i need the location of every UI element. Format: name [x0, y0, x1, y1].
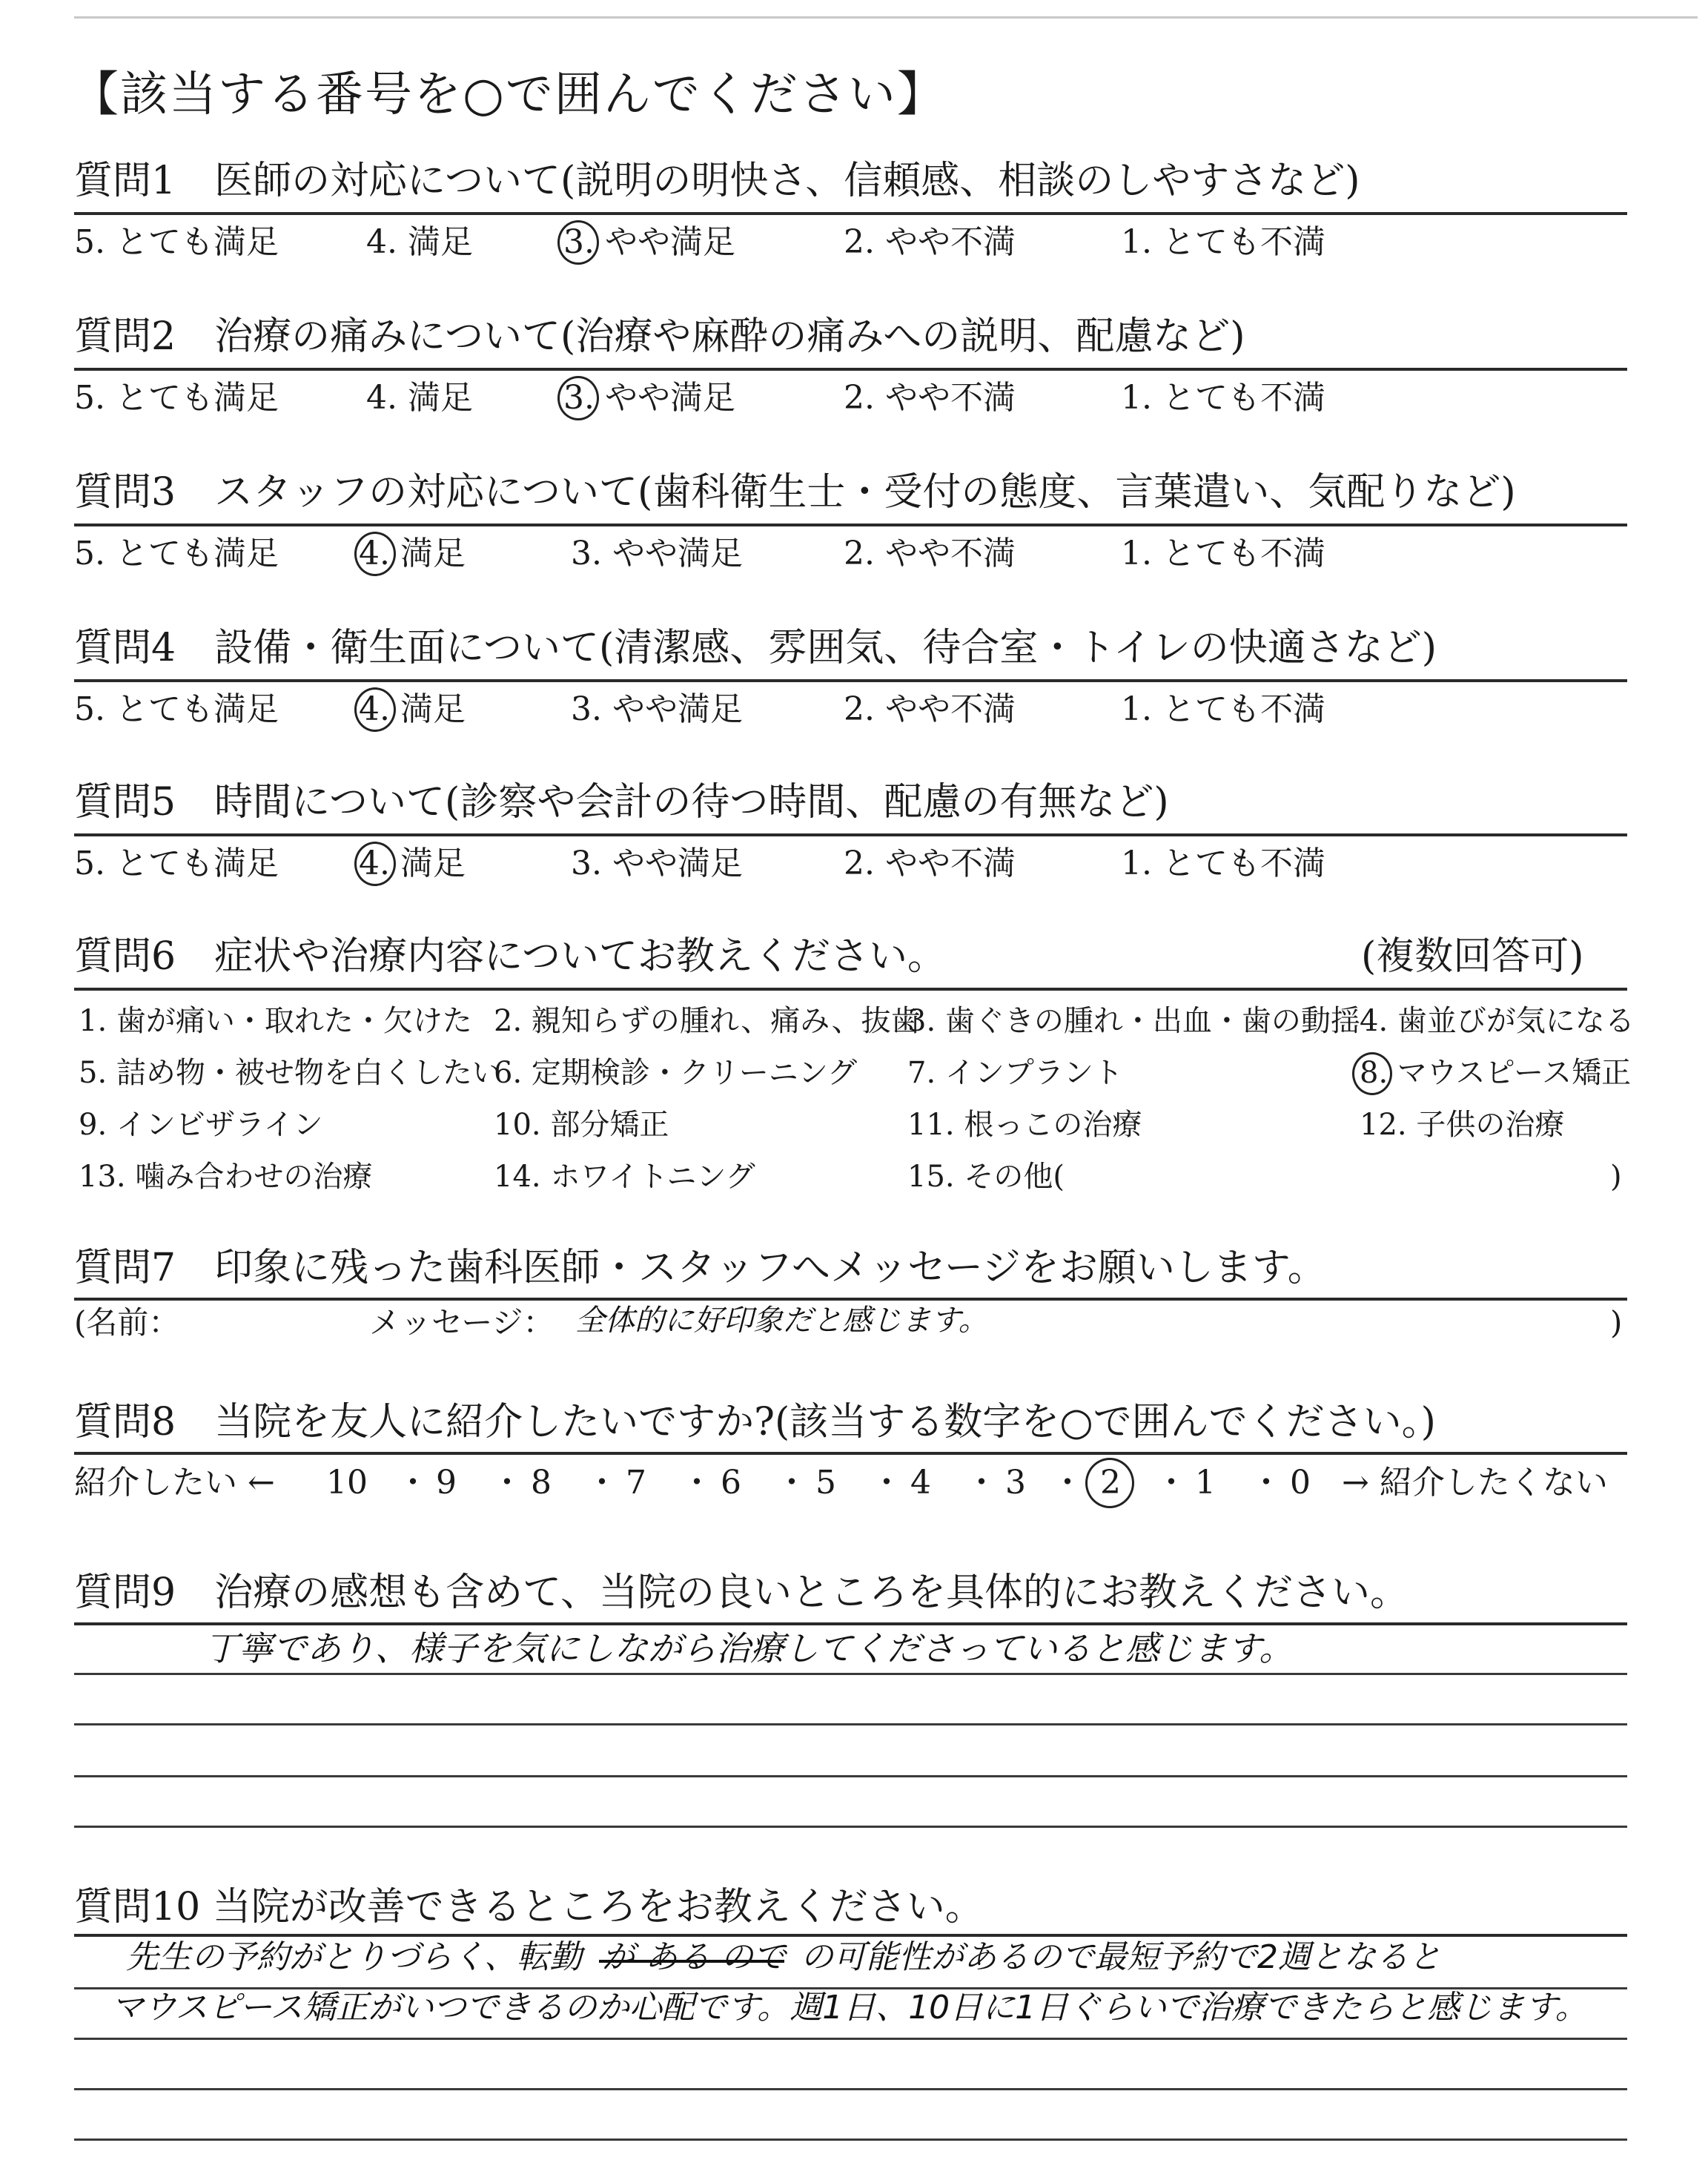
q5-option-3[interactable]: 3. やや満足: [571, 845, 743, 882]
q8-title: 質問8 当院を友人に紹介したいですか?(該当する数字を○で囲んでください。): [74, 1400, 1436, 1444]
q3-selection-circle: [354, 532, 396, 576]
q2-option-1[interactable]: 1. とても不満: [1121, 379, 1325, 417]
q2-rule: [74, 368, 1627, 371]
q10-answer-line: [74, 2038, 1627, 2040]
q9-answer-line: [74, 1723, 1627, 1725]
q8-dot: ・: [965, 1464, 998, 1502]
q7-message-label: メッセージ：: [369, 1304, 555, 1341]
q7-title: 質問7 印象に残った歯科医師・スタッフへメッセージをお願いします。: [74, 1246, 1326, 1290]
q6-item-2[interactable]: 2. 親知らずの腫れ、痛み、抜歯: [494, 1004, 921, 1038]
q1-option-1[interactable]: 1. とても不満: [1121, 223, 1325, 261]
q2-option-3[interactable]: 3. やや満足: [563, 379, 735, 417]
q6-rule: [74, 988, 1627, 991]
q4-option-1[interactable]: 1. とても不満: [1121, 690, 1325, 728]
q10-answer-line1-b[interactable]: の可能性があるので最短予約で2週となると: [801, 1938, 1441, 1976]
q7-rule: [74, 1298, 1627, 1301]
q10-answer-line1-a[interactable]: 先生の予約がとりづらく、転勤: [126, 1938, 583, 1976]
q6-item-10[interactable]: 10. 部分矯正: [494, 1108, 669, 1142]
q7-name-label: (名前：: [74, 1304, 180, 1341]
q8-dot: ・: [681, 1464, 713, 1502]
q8-dot: ・: [870, 1464, 903, 1502]
q8-scale-8[interactable]: 8: [531, 1464, 552, 1502]
q6-multiple-note: (複数回答可): [1361, 934, 1584, 979]
q10-strikethrough: [599, 1960, 784, 1963]
q9-answer-text[interactable]: 丁寧であり、様子を気にしながら治療してくださっていると感じます。: [205, 1628, 1294, 1668]
q8-scale-9[interactable]: 9: [436, 1464, 457, 1502]
q4-option-2[interactable]: 2. やや不満: [844, 690, 1016, 728]
q5-option-2[interactable]: 2. やや不満: [844, 845, 1016, 882]
q8-scale-4[interactable]: 4: [910, 1464, 931, 1502]
q6-other-close-paren: ): [1610, 1160, 1622, 1194]
q10-answer-line: [74, 2138, 1627, 2141]
q1-selection-circle: [557, 220, 599, 265]
q2-option-5[interactable]: 5. とても満足: [74, 379, 279, 417]
q9-rule: [74, 1622, 1627, 1625]
q6-item-7[interactable]: 7. インプラント: [907, 1056, 1123, 1090]
q3-option-5[interactable]: 5. とても満足: [74, 535, 279, 572]
q3-option-2[interactable]: 2. やや不満: [844, 535, 1016, 572]
q5-option-1[interactable]: 1. とても不満: [1121, 845, 1325, 882]
q6-selection-circle: [1352, 1052, 1392, 1095]
q8-scale-7[interactable]: 7: [626, 1464, 646, 1502]
q8-scale-3[interactable]: 3: [1005, 1464, 1026, 1502]
q9-answer-line: [74, 1826, 1627, 1828]
q6-title: 質問6 症状や治療内容についてお教えください。: [74, 934, 947, 979]
q6-item-12[interactable]: 12. 子供の治療: [1360, 1108, 1565, 1142]
q9-title: 質問9 治療の感想も含めて、当院の良いところを具体的にお教えください。: [74, 1571, 1409, 1615]
q4-option-3[interactable]: 3. やや満足: [571, 690, 743, 728]
q6-item-3[interactable]: 3. 歯ぐきの腫れ・出血・歯の動揺: [907, 1004, 1360, 1038]
q8-scale-10[interactable]: 10: [326, 1464, 368, 1502]
q3-option-3[interactable]: 3. やや満足: [571, 535, 743, 572]
top-border: [74, 16, 1698, 19]
q4-rule: [74, 679, 1627, 682]
q6-item-9[interactable]: 9. インビザライン: [79, 1108, 323, 1142]
q8-dot: ・: [775, 1464, 808, 1502]
q6-item-8[interactable]: 8. マウスピース矯正: [1360, 1056, 1632, 1090]
q8-scale-0[interactable]: 0: [1290, 1464, 1311, 1502]
q8-scale-5[interactable]: 5: [815, 1464, 836, 1502]
q4-option-4[interactable]: 4. 満足: [359, 690, 466, 728]
q6-item-5[interactable]: 5. 詰め物・被せ物を白くしたい: [79, 1056, 502, 1090]
q4-title: 質問4 設備・衛生面について(清潔感、雰囲気、待合室・トイレの快適さなど): [74, 626, 1437, 670]
q9-answer-line: [74, 1775, 1627, 1777]
q4-option-5[interactable]: 5. とても満足: [74, 690, 279, 728]
q10-rule: [74, 1934, 1627, 1937]
q9-answer-line: [74, 1673, 1627, 1675]
q6-item-15[interactable]: 15. その他(: [907, 1160, 1065, 1194]
q8-right-label: → 紹介したくない: [1342, 1464, 1608, 1502]
q2-option-4[interactable]: 4. 満足: [366, 379, 473, 417]
q3-option-4[interactable]: 4. 満足: [359, 535, 466, 572]
q8-rule: [74, 1452, 1627, 1455]
q8-dot: ・: [397, 1464, 429, 1502]
q5-selection-circle: [354, 842, 396, 886]
q5-option-4[interactable]: 4. 満足: [359, 845, 466, 882]
q1-option-4[interactable]: 4. 満足: [366, 223, 473, 261]
q10-title: 質問10 当院が改善できるところをお教えください。: [74, 1885, 984, 1929]
q2-option-2[interactable]: 2. やや不満: [844, 379, 1016, 417]
q7-close-paren: ): [1610, 1304, 1623, 1341]
q1-option-2[interactable]: 2. やや不満: [844, 223, 1016, 261]
page-heading: 【該当する番号を○で囲んでください】: [71, 67, 946, 122]
q5-title: 質問5 時間について(診察や会計の待つ時間、配慮の有無など): [74, 780, 1169, 825]
q1-title: 質問1 医師の対応について(説明の明快さ、信頼感、相談のしやすさなど): [74, 159, 1360, 203]
q6-item-14[interactable]: 14. ホワイトニング: [494, 1160, 755, 1194]
q2-selection-circle: [557, 376, 599, 420]
q6-item-6[interactable]: 6. 定期検診・クリーニング: [494, 1056, 858, 1090]
q4-selection-circle: [354, 687, 396, 732]
q8-dot: ・: [491, 1464, 523, 1502]
q6-item-13[interactable]: 13. 噛み合わせの治療: [79, 1160, 373, 1194]
q8-selection-circle: [1085, 1458, 1134, 1508]
q6-item-11[interactable]: 11. 根っこの治療: [907, 1108, 1142, 1142]
q3-rule: [74, 524, 1627, 526]
q8-scale-2[interactable]: 2: [1100, 1464, 1121, 1502]
q8-left-label: 紹介したい ←: [74, 1464, 275, 1502]
q8-dot: ・: [1155, 1464, 1188, 1502]
q10-answer-line2[interactable]: マウスピース矯正がいつできるのか心配です。週1日、10日に1日ぐらいで治療できたらと感じます。: [111, 1989, 1588, 2027]
q8-scale-6[interactable]: 6: [721, 1464, 741, 1502]
q6-item-1[interactable]: 1. 歯が痛い・取れた・欠けた: [79, 1004, 472, 1038]
q10-answer-line: [74, 2088, 1627, 2090]
q8-dot: ・: [1250, 1464, 1282, 1502]
q3-option-1[interactable]: 1. とても不満: [1121, 535, 1325, 572]
q1-option-3[interactable]: 3. やや満足: [563, 223, 735, 261]
q2-title: 質問2 治療の痛みについて(治療や麻酔の痛みへの説明、配慮など): [74, 314, 1245, 359]
q10-answer-struck-text: が ある ので: [602, 1938, 786, 1976]
q8-dot: ・: [1051, 1464, 1084, 1502]
q8-scale-1[interactable]: 1: [1195, 1464, 1216, 1502]
q3-title: 質問3 スタッフの対応について(歯科衛生士・受付の態度、言葉遣い、気配りなど): [74, 470, 1516, 515]
q5-rule: [74, 833, 1627, 836]
q5-option-5[interactable]: 5. とても満足: [74, 845, 279, 882]
q7-message-text[interactable]: 全体的に好印象だと感じます。: [575, 1304, 988, 1338]
q1-rule: [74, 212, 1627, 215]
q8-dot: ・: [586, 1464, 618, 1502]
q1-option-5[interactable]: 5. とても満足: [74, 223, 279, 261]
q6-item-4[interactable]: 4. 歯並びが気になる: [1360, 1004, 1635, 1038]
